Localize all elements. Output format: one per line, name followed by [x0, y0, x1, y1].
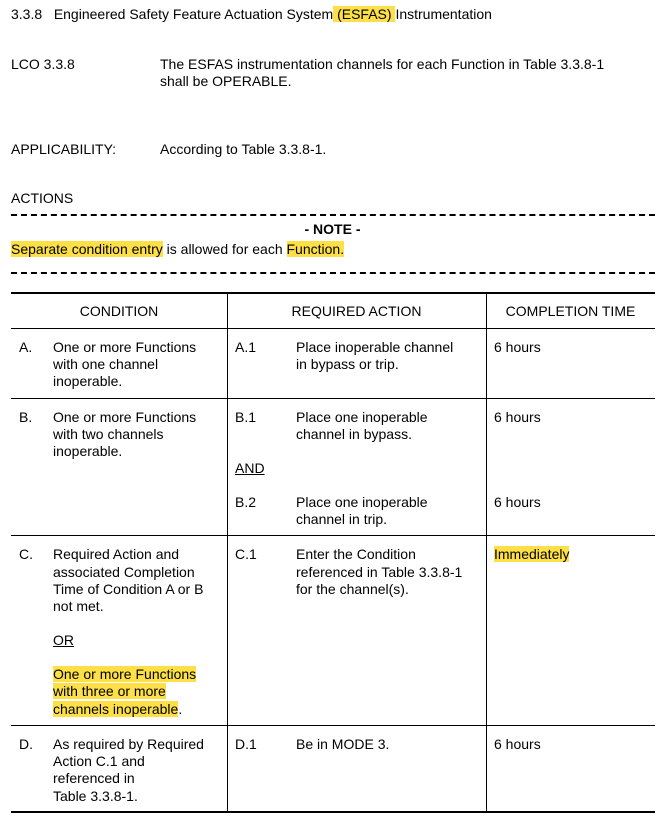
- note-text: [11, 241, 344, 258]
- note-divider-bottom: [11, 272, 655, 274]
- condition-highlight-line: channels inoperable.: [53, 701, 183, 717]
- condition-letter: A.: [19, 339, 33, 355]
- applicability-label: APPLICABILITY:: [11, 141, 117, 157]
- condition-letter: C.: [19, 546, 33, 562]
- row-c-border: [11, 725, 655, 726]
- condition-letter: B.: [19, 409, 33, 425]
- action-line: Place one inoperable: [296, 494, 428, 510]
- section-title-text: Engineered Safety Feature Actuation System: [53, 6, 334, 22]
- action-line: for the channel(s).: [296, 581, 409, 597]
- action-id: D.1: [235, 736, 257, 752]
- section-number: 3.3.8: [11, 6, 43, 22]
- row-b-border: [11, 535, 655, 536]
- condition-line: One or more Functions: [53, 409, 197, 425]
- condition-highlight-line: One or more Functions: [53, 666, 197, 682]
- condition-line: Table 3.3.8-1.: [53, 788, 138, 804]
- action-line: Place one inoperable: [296, 409, 428, 425]
- condition-line: not met.: [53, 598, 104, 614]
- note-highlight-1: Separate condition entry: [11, 241, 163, 257]
- action-id: B.2: [235, 494, 257, 510]
- condition-line: Action C.1 and: [53, 753, 145, 769]
- lco-label: LCO 3.3.8: [11, 56, 75, 72]
- column-divider-1: [227, 293, 228, 811]
- header-condition: CONDITION: [79, 303, 159, 319]
- applicability-text: According to Table 3.3.8-1.: [160, 141, 327, 157]
- header-required-action: REQUIRED ACTION: [291, 303, 422, 319]
- condition-line: with two channels: [53, 426, 164, 442]
- table-bottom-border: [11, 811, 655, 813]
- note-text-mid: is allowed for each: [162, 241, 287, 257]
- condition-line: referenced in: [53, 770, 135, 786]
- action-line: Place inoperable channel: [296, 339, 454, 355]
- action-line: Enter the Condition: [296, 546, 416, 562]
- action-line: in bypass or trip.: [296, 356, 399, 372]
- table-header-border: [11, 328, 655, 329]
- logical-connector-or: OR: [53, 632, 74, 648]
- note-highlight-2: Function.: [286, 241, 345, 257]
- header-completion-time: COMPLETION TIME: [505, 303, 636, 319]
- action-line: Be in MODE 3.: [296, 736, 390, 752]
- condition-letter: D.: [19, 736, 33, 752]
- row-a-border: [11, 398, 655, 399]
- table-top-border: [11, 292, 655, 294]
- action-line: referenced in Table 3.3.8-1: [296, 564, 463, 580]
- completion-time: Immediately: [494, 546, 570, 562]
- condition-line: inoperable.: [53, 373, 123, 389]
- column-divider-2: [486, 293, 487, 811]
- completion-time: 6 hours: [494, 494, 541, 510]
- section-title-end: Instrumentation: [395, 6, 492, 22]
- logical-connector-and: AND: [235, 460, 265, 476]
- condition-line: with one channel: [53, 356, 159, 372]
- action-line: channel in trip.: [296, 511, 388, 527]
- note-title: - NOTE -: [304, 221, 361, 237]
- condition-highlight-line: with three or more: [53, 683, 166, 699]
- lco-text-line2: shall be OPERABLE.: [160, 73, 292, 89]
- action-line: channel in bypass.: [296, 426, 412, 442]
- section-title-highlight: (ESFAS): [333, 6, 396, 22]
- condition-line: One or more Functions: [53, 339, 197, 355]
- action-id: A.1: [235, 339, 257, 355]
- actions-label: ACTIONS: [11, 190, 74, 206]
- condition-line: Time of Condition A or B: [53, 581, 204, 597]
- condition-line: As required by Required: [53, 736, 204, 752]
- condition-line: Required Action and: [53, 546, 180, 562]
- section-title: [11, 6, 492, 23]
- condition-line: inoperable.: [53, 443, 123, 459]
- note-divider-top: [11, 214, 655, 216]
- action-id: B.1: [235, 409, 257, 425]
- lco-text-line1: The ESFAS instrumentation channels for each Function in Table 3.3.8-1: [160, 56, 605, 72]
- condition-line: associated Completion: [53, 564, 195, 580]
- completion-time: 6 hours: [494, 409, 541, 425]
- action-id: C.1: [235, 546, 257, 562]
- completion-time: 6 hours: [494, 736, 541, 752]
- completion-time: 6 hours: [494, 339, 541, 355]
